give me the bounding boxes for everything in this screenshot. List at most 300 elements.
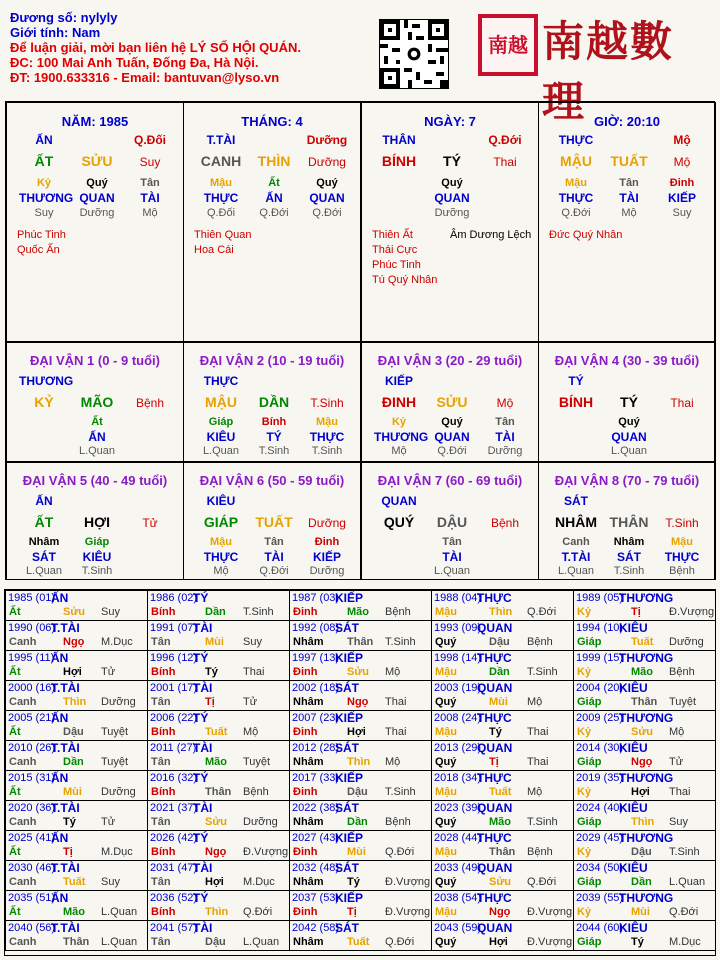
dai-van-hidden-stem: Mậu xyxy=(210,536,232,548)
dai-van-stem: KỶ xyxy=(34,394,54,410)
heavenly-stem: BÍNH xyxy=(381,153,417,169)
dai-van-stage: T.Sinh xyxy=(665,516,699,530)
dai-van-hidden-stem: Tân xyxy=(495,416,515,428)
year-label: 2044 (60) xyxy=(576,922,624,934)
year-stage: Mộ xyxy=(527,696,543,708)
spirit-star: Hoa Cái xyxy=(194,244,234,256)
dai-van-hidden-stage: Dưỡng xyxy=(487,445,523,457)
year-cell xyxy=(289,860,432,891)
year-stem: Tân xyxy=(151,816,171,828)
year-ten-god: SÁT xyxy=(335,741,359,755)
year-stage: Dưỡng xyxy=(243,816,278,828)
hidden-ten-god: QUAN xyxy=(309,191,345,205)
year-ten-god: THỰC xyxy=(477,651,512,665)
year-stem: Mậu xyxy=(435,786,457,798)
year-stem: Ất xyxy=(9,606,21,618)
hidden-stage: Mộ xyxy=(142,207,158,219)
spirit-star: Thiên Ất xyxy=(372,229,413,241)
dai-van-ten-god: TÝ xyxy=(568,374,584,388)
year-stem: Mậu xyxy=(435,606,457,618)
gender: Giới tính: Nam xyxy=(10,25,101,40)
year-cell xyxy=(431,620,574,651)
year-stem: Đinh xyxy=(293,786,318,798)
year-stage: Q.Đới xyxy=(385,936,415,948)
year-ten-god: SÁT xyxy=(335,861,359,875)
year-ten-god: THƯƠNG xyxy=(619,591,674,605)
year-cell xyxy=(573,860,716,891)
dai-van-cell xyxy=(183,342,361,462)
year-stem: Giáp xyxy=(577,876,602,888)
year-label: 2018 (34) xyxy=(434,772,482,784)
year-ten-god: TÀI xyxy=(193,681,213,695)
year-branch: Dần xyxy=(489,666,510,678)
year-stage: Thai xyxy=(527,726,549,738)
year-cell xyxy=(5,590,148,621)
dai-van-stem: ĐINH xyxy=(381,394,417,410)
hidden-stage: Suy xyxy=(34,207,54,219)
year-ten-god: KIÊU xyxy=(619,741,648,755)
year-stem: Bính xyxy=(151,906,176,918)
year-stage: Đ.Vượng xyxy=(527,936,573,948)
year-stage: Suy xyxy=(669,816,688,828)
year-cell xyxy=(147,710,290,741)
dai-van-ten-god: SÁT xyxy=(564,494,588,508)
dai-van-hidden-stage: Mộ xyxy=(391,445,407,457)
year-stage: Tử xyxy=(101,666,116,678)
year-label: 2042 (58) xyxy=(292,922,340,934)
year-cell xyxy=(431,710,574,741)
year-ten-god: THỰC xyxy=(477,591,512,605)
year-stem: Kỷ xyxy=(577,846,592,858)
year-cell xyxy=(5,740,148,771)
hidden-ten-god: THỰC xyxy=(558,191,594,205)
year-ten-god: QUAN xyxy=(477,741,513,755)
year-cell xyxy=(289,740,432,771)
year-ten-god: ẤN xyxy=(51,891,69,905)
year-stage: Bệnh xyxy=(527,636,553,648)
year-stem: Ất xyxy=(9,786,21,798)
year-stem: Mậu xyxy=(435,726,457,738)
year-stage: Mộ xyxy=(527,786,543,798)
year-stem: Giáp xyxy=(577,636,602,648)
year-stem: Đinh xyxy=(293,606,318,618)
year-cell xyxy=(147,800,290,831)
earthly-branch: THÌN xyxy=(257,153,291,169)
year-branch: Dần xyxy=(205,606,226,618)
dai-van-title: ĐẠI VẬN 7 (60 - 69 tuổi) xyxy=(377,473,523,488)
pillar-title: GIỜ: 20:10 xyxy=(593,114,660,129)
year-ten-god: SÁT xyxy=(335,801,359,815)
year-stage: T.Sinh xyxy=(527,666,558,678)
year-stem: Đinh xyxy=(293,726,318,738)
dai-van-stem: GIÁP xyxy=(203,514,239,530)
hidden-stage: Dưỡng xyxy=(79,207,115,219)
year-branch: Sửu xyxy=(347,666,370,678)
year-ten-god: ẤN xyxy=(51,771,69,785)
spirit-star: Thái Cực xyxy=(372,244,418,256)
year-stage: Đ.Vượng xyxy=(385,876,431,888)
year-cell xyxy=(147,890,290,921)
year-stage: T.Sinh xyxy=(243,606,274,618)
year-cell xyxy=(573,800,716,831)
year-label: 2013 (29) xyxy=(434,742,482,754)
year-stage: T.Sinh xyxy=(669,846,700,858)
year-ten-god: KIẾP xyxy=(335,651,364,665)
dai-van-branch: SỬU xyxy=(436,394,468,410)
year-label: 2028 (44) xyxy=(434,832,482,844)
dai-van-ten-god: ẤN xyxy=(35,494,53,508)
year-branch: Tị xyxy=(631,606,641,618)
dai-van-hidden-god: TÀI xyxy=(264,550,284,564)
year-stem: Mậu xyxy=(435,846,457,858)
year-stem: Ất xyxy=(9,906,21,918)
dai-van-branch: DẬU xyxy=(436,514,468,530)
pillar-title: NGÀY: 7 xyxy=(424,114,476,129)
year-ten-god: KIẾP xyxy=(335,591,364,605)
dai-van-cell xyxy=(538,462,716,580)
year-branch: Mão xyxy=(489,816,511,828)
year-label: 2009 (25) xyxy=(576,712,624,724)
year-label: 2014 (30) xyxy=(576,742,624,754)
year-ten-god: KIÊU xyxy=(619,621,648,635)
hidden-stage: Suy xyxy=(672,207,692,219)
year-cell xyxy=(431,740,574,771)
year-stem: Ất xyxy=(9,846,21,858)
year-branch: Mùi xyxy=(63,786,82,798)
year-cell xyxy=(147,590,290,621)
year-stem: Mậu xyxy=(435,906,457,918)
year-branch: Ngọ xyxy=(631,756,653,768)
year-label: 2002 (18) xyxy=(292,682,340,694)
year-stage: Suy xyxy=(101,876,120,888)
year-ten-god: KIÊU xyxy=(619,921,648,935)
year-branch: Sửu xyxy=(631,726,654,738)
year-stem: Nhâm xyxy=(293,636,324,648)
year-label: 1986 (02) xyxy=(150,592,198,604)
dai-van-title: ĐẠI VẬN 2 (10 - 19 tuổi) xyxy=(199,353,345,368)
year-stem: Ất xyxy=(9,726,21,738)
dai-van-ten-god: KIẾP xyxy=(384,374,413,388)
year-stage: T.Sinh xyxy=(527,816,558,828)
year-ten-god: TÝ xyxy=(193,711,209,725)
year-stage: Đ.Vượng xyxy=(243,846,289,858)
year-cell xyxy=(147,920,290,951)
pillar-title: THÁNG: 4 xyxy=(241,114,303,129)
year-label: 2003 (19) xyxy=(434,682,482,694)
year-stage: Dưỡng xyxy=(101,696,136,708)
year-ten-god: ẤN xyxy=(51,711,69,725)
year-ten-god: KIẾP xyxy=(335,711,364,725)
year-stage: Thai xyxy=(385,726,407,738)
dai-van-hidden-god: THƯƠNG xyxy=(374,430,429,444)
year-branch: Tuất xyxy=(205,726,228,738)
year-label: 2030 (46) xyxy=(8,862,56,874)
year-cell xyxy=(573,650,716,681)
dai-van-cell xyxy=(6,342,184,462)
dai-van-branch: DẦN xyxy=(258,394,290,410)
earthly-branch: SỬU xyxy=(81,153,113,169)
year-label: 2010 (26) xyxy=(8,742,56,754)
year-branch: Tị xyxy=(205,696,215,708)
year-branch: Hợi xyxy=(63,666,82,678)
year-stage: T.Sinh xyxy=(385,636,416,648)
ten-god-label: ẤN xyxy=(35,133,53,147)
year-cell xyxy=(431,800,574,831)
dai-van-branch: TÝ xyxy=(620,394,638,410)
dai-van-branch: HỢI xyxy=(84,514,110,530)
year-ten-god: TÀI xyxy=(193,921,213,935)
year-ten-god: QUAN xyxy=(477,681,513,695)
year-ten-god: QUAN xyxy=(477,801,513,815)
year-cell xyxy=(147,830,290,861)
dai-van-stem: MẬU xyxy=(205,394,237,410)
year-stem: Canh xyxy=(9,876,37,888)
year-branch: Mão xyxy=(205,756,227,768)
owner-name: Đương số: nylyly xyxy=(10,10,118,25)
year-stem: Đinh xyxy=(293,666,318,678)
year-cell xyxy=(5,770,148,801)
year-branch: Hợi xyxy=(631,786,650,798)
dai-van-stage: Dưỡng xyxy=(308,516,346,530)
dai-van-hidden-stem: Mậu xyxy=(316,416,338,428)
year-cell xyxy=(431,860,574,891)
year-label: 2015 (31) xyxy=(8,772,56,784)
year-branch: Dậu xyxy=(489,636,510,648)
year-ten-god: T.TÀI xyxy=(51,741,80,755)
year-branch: Tị xyxy=(347,906,357,918)
year-branch: Tuất xyxy=(631,636,654,648)
year-stage: Q.Đới xyxy=(243,906,273,918)
dai-van-hidden-stem: Canh xyxy=(562,536,590,548)
hidden-ten-god: ẤN xyxy=(265,191,283,205)
year-label: 2006 (22) xyxy=(150,712,198,724)
year-branch: Tý xyxy=(631,936,644,948)
year-ten-god: KIÊU xyxy=(619,861,648,875)
dai-van-hidden-stem: Giáp xyxy=(208,416,234,428)
year-label: 2037 (53) xyxy=(292,892,340,904)
year-branch: Tị xyxy=(63,846,73,858)
contact-line: Để luận giải, mời bạn liên hệ LÝ SỐ HỘI QUÁN. xyxy=(10,40,301,55)
year-stage: L.Quan xyxy=(101,906,138,918)
dai-van-hidden-god: KIẾP xyxy=(312,550,341,564)
year-stage: Bệnh xyxy=(669,666,695,678)
hidden-stem: Quý xyxy=(316,177,338,189)
year-ten-god: THỰC xyxy=(477,771,512,785)
year-stem: Đinh xyxy=(293,906,318,918)
dai-van-ten-god: KIÊU xyxy=(206,494,236,508)
year-cell xyxy=(573,740,716,771)
year-stem: Canh xyxy=(9,936,37,948)
year-stem: Quý xyxy=(435,876,457,888)
year-stage: Tử xyxy=(243,696,258,708)
brand-seal-logo: 南越 xyxy=(478,14,538,76)
hidden-stem: Đinh xyxy=(669,177,695,189)
year-ten-god: ẤN xyxy=(51,651,69,665)
year-ten-god: SÁT xyxy=(335,681,359,695)
hidden-stem: Mậu xyxy=(565,177,587,189)
year-label: 2025 (41) xyxy=(8,832,56,844)
year-ten-god: TÝ xyxy=(193,591,209,605)
hidden-stem: Mậu xyxy=(210,177,232,189)
year-cell xyxy=(431,830,574,861)
dai-van-hidden-god: TÀI xyxy=(442,550,462,564)
year-branch: Ngọ xyxy=(63,636,85,648)
dai-van-branch: TUẤT xyxy=(255,514,293,530)
hidden-ten-god: TÀI xyxy=(619,191,639,205)
growth-stage: Dưỡng xyxy=(308,155,346,169)
year-stem: Kỷ xyxy=(577,906,592,918)
year-label: 2001 (17) xyxy=(150,682,198,694)
year-stem: Kỷ xyxy=(577,666,592,678)
year-label: 1990 (06) xyxy=(8,622,56,634)
year-stage: L.Quan xyxy=(669,876,706,888)
stage-label: Dưỡng xyxy=(306,133,348,147)
year-stem: Ất xyxy=(9,666,21,678)
year-branch: Dậu xyxy=(63,726,84,738)
year-stage: Đ.Vượng xyxy=(385,906,431,918)
dai-van-stage: Tử xyxy=(142,516,158,530)
spirit-star: Thiên Quan xyxy=(194,229,252,241)
year-branch: Tý xyxy=(489,726,502,738)
year-cell xyxy=(289,890,432,921)
year-stage: Thai xyxy=(385,696,407,708)
year-stem: Giáp xyxy=(577,696,602,708)
year-branch: Ngọ xyxy=(347,696,369,708)
dai-van-hidden-stem: Mậu xyxy=(671,536,693,548)
year-label: 2019 (35) xyxy=(576,772,624,784)
dai-van-title: ĐẠI VẬN 4 (30 - 39 tuổi) xyxy=(554,353,700,368)
year-cell xyxy=(289,650,432,681)
dai-van-branch: THÂN xyxy=(609,514,649,530)
year-cell xyxy=(5,800,148,831)
dai-van-hidden-god: KIÊU xyxy=(206,430,236,444)
year-stem: Giáp xyxy=(577,756,602,768)
dai-van-hidden-stage: T.Sinh xyxy=(81,565,113,577)
year-stem: Canh xyxy=(9,816,37,828)
spirit-star: Đức Quý Nhân xyxy=(549,229,623,241)
year-label: 2034 (50) xyxy=(576,862,624,874)
year-stage: Suy xyxy=(101,606,120,618)
earthly-branch: TÝ xyxy=(443,153,461,169)
dai-van-title: ĐẠI VẬN 1 (0 - 9 tuổi) xyxy=(29,353,160,368)
year-label: 1985 (01) xyxy=(8,592,56,604)
year-label: 2004 (20) xyxy=(576,682,624,694)
year-ten-god: THỰC xyxy=(477,891,512,905)
year-branch: Tuất xyxy=(489,786,512,798)
year-cell xyxy=(431,650,574,681)
dai-van-hidden-god: KIÊU xyxy=(82,550,112,564)
dai-van-hidden-stem: Nhâm xyxy=(613,536,645,548)
dai-van-hidden-stem: Giáp xyxy=(84,536,110,548)
year-label: 2022 (38) xyxy=(292,802,340,814)
year-stage: Bệnh xyxy=(385,606,411,618)
year-branch: Mão xyxy=(631,666,653,678)
year-cell xyxy=(147,680,290,711)
dai-van-hidden-god: SÁT xyxy=(32,550,56,564)
year-stem: Tân xyxy=(151,936,171,948)
year-branch: Dần xyxy=(63,756,84,768)
year-cell xyxy=(289,590,432,621)
year-branch: Sửu xyxy=(489,876,512,888)
dai-van-hidden-stem: Nhâm xyxy=(28,536,60,548)
year-label: 1994 (10) xyxy=(576,622,624,634)
hidden-stage: Q.Đối xyxy=(206,207,236,219)
dai-van-cell xyxy=(538,342,716,462)
hidden-ten-god: THỰC xyxy=(203,191,239,205)
heavenly-stem: ẤT xyxy=(34,153,54,169)
spirit-star: Phúc Tinh xyxy=(372,259,421,271)
dai-van-hidden-god: SÁT xyxy=(617,550,641,564)
dai-van-stage: Thai xyxy=(670,396,694,410)
hidden-stem: Tân xyxy=(140,177,160,189)
year-label: 2043 (59) xyxy=(434,922,482,934)
year-stem: Nhâm xyxy=(293,936,324,948)
dai-van-hidden-stage: L.Quan xyxy=(25,565,63,577)
year-stem: Mậu xyxy=(435,666,457,678)
year-stage: Bệnh xyxy=(385,816,411,828)
dai-van-stem: NHÂM xyxy=(555,514,597,530)
year-stem: Tân xyxy=(151,876,171,888)
hidden-stem: Ất xyxy=(268,177,280,189)
year-stem: Nhâm xyxy=(293,876,324,888)
dai-van-title: ĐẠI VẬN 5 (40 - 49 tuổi) xyxy=(22,473,168,488)
year-stage: Thai xyxy=(243,666,265,678)
year-label: 2032 (48) xyxy=(292,862,340,874)
year-branch: Mùi xyxy=(489,696,508,708)
year-stage: Mộ xyxy=(385,756,401,768)
year-stage: Đ.Vượng xyxy=(527,906,573,918)
year-cell xyxy=(431,680,574,711)
year-label: 2016 (32) xyxy=(150,772,198,784)
year-cell xyxy=(431,770,574,801)
year-stem: Nhâm xyxy=(293,696,324,708)
year-ten-god: TÝ xyxy=(193,651,209,665)
year-stem: Tân xyxy=(151,756,171,768)
dai-van-stage: Bệnh xyxy=(135,396,165,410)
year-stage: Tuyệt xyxy=(243,756,271,768)
dai-van-hidden-god: QUAN xyxy=(434,430,470,444)
ten-god-label: THÂN xyxy=(382,133,416,147)
dai-van-hidden-stem: Quý xyxy=(441,416,463,428)
dai-van-ten-god: THỰC xyxy=(203,374,239,388)
year-ten-god: TÀI xyxy=(193,861,213,875)
year-label: 2038 (54) xyxy=(434,892,482,904)
year-stem: Kỷ xyxy=(577,726,592,738)
year-stem: Bính xyxy=(151,726,176,738)
year-branch: Tý xyxy=(205,666,218,678)
year-branch: Dậu xyxy=(205,936,226,948)
year-stem: Kỷ xyxy=(577,786,592,798)
header-info xyxy=(10,10,301,85)
year-label: 1988 (04) xyxy=(434,592,482,604)
year-branch: Thìn xyxy=(205,906,229,918)
year-stem: Đinh xyxy=(293,846,318,858)
dai-van-hidden-stage: Q.Đới xyxy=(437,445,467,457)
year-stage: Dưỡng xyxy=(101,786,136,798)
year-cell xyxy=(573,770,716,801)
year-stage: Tuyệt xyxy=(101,726,129,738)
year-cell xyxy=(573,710,716,741)
dai-van-hidden-stem: Tân xyxy=(264,536,284,548)
dai-van-hidden-stage: L.Quan xyxy=(610,445,648,457)
year-ten-god: QUAN xyxy=(477,621,513,635)
hidden-ten-god: THƯƠNG xyxy=(19,191,74,205)
dai-van-hidden-stage: Bệnh xyxy=(669,565,695,577)
year-cell xyxy=(573,590,716,621)
year-cell xyxy=(5,680,148,711)
dai-van-hidden-stage: Mộ xyxy=(213,565,229,577)
year-stage: Q.Đới xyxy=(527,606,557,618)
